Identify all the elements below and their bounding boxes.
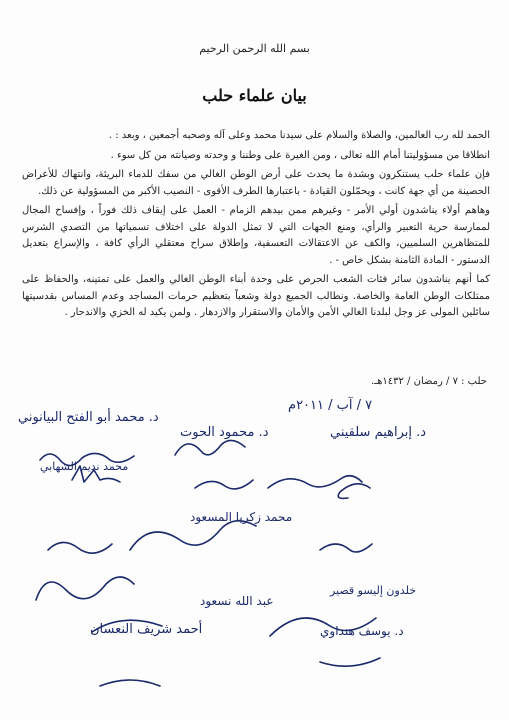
signature-4: محمد زكريا المسعود [190,510,293,524]
paragraph-appeal: كما أنهم يناشدون سائر فئات الشعب الحرص على وحدة أبناء الوطن الغالي والعمل على تمتينه، والحفاظ على ممتلكات الوطن العامة والخاصة. ونطالب الجميع دولة وشعباً بتعظيم حرمات المساجد وعدم المساس بقدسيتها سائلين المولى عز وجل لبلدنا الغالي الأمن والأمان والاستقرار والازدهار . ولمن يكيد له الخزي والاندحار . [22,274,490,318]
handwritten-date: ٧ / آب / ٢٠١١م [288,398,373,413]
signature-2: د. إبراهيم سلقيني [330,425,427,440]
paragraph-demands: وهاهم أولاء يناشدون أولي الأمر - وغيرهم ممن بيدهم الزمام - العمل على إيقاف ذلك فوراً ، وإفساح المجال لممارسة حرية التعبير والرأي، ومنع الجهات التي لا تمثل الدولة على اختلاف تسمياتها من التصدي الشرس للمتظاهرين السلميين، والكف عن الاعتقالات التعسفية، وإطلاق سراح معتقلي الرأي كافة ، والإسراع بتعديل الدستور - المادة الثامنة بشكل خاص - . [22,205,491,266]
printed-date: حلب : ٧ / رمضان / ١٤٣٢هـ. [371,376,487,387]
signature-scribbles [0,400,509,720]
paragraph-responsibility: انطلاقا من مسؤوليتنا أمام الله تعالى ، ومن الغيرة على وطننا و وحدته وصيانته من كل سوء . [110,149,490,161]
document-title: بيان علماء حلب [202,86,307,105]
signature-scribble-8 [130,521,256,550]
signature-scribble-14 [100,680,160,686]
signature-7: عبد الله نسعود [200,594,274,608]
signature-8: أحمد شريف النعسان [90,622,203,637]
statement-body [22,128,490,325]
basmala: بسم الله الرحمن الرحيم [199,42,310,55]
signature-scribble-4 [195,480,253,489]
paragraph-condemnation: فإن علماء حلب يستنكرون وبشدة ما يحدث على أرض الوطن الغالي من سفك للدماء البريئة، وانتهاك للأعراض الحصينة من أي جهة كانت ، ويحمّلون القيادة - باعتبارها الطرف الأقوى - النصيب الأكبر من المسؤولية عن ذلك. [22,169,490,197]
signature-scribble-13 [320,658,380,666]
signature-3: محمد نديم الشهابي [40,460,129,473]
signature-6: خلدون إليسو قصير [330,584,417,597]
signature-scribble-7 [48,542,112,553]
signature-5: د. محمود الحوت [180,425,269,440]
signature-1: د. محمد أبو الفتح البيانوني [18,410,159,425]
signature-9: د. يوسف هنداوي [320,624,404,638]
signature-scribble-6 [338,484,370,499]
paragraph-opening: الحمد لله رب العالمين، والصلاة والسلام على سيدنا محمد وعلى آله وصحبه أجمعين ، وبعد : . [108,130,490,141]
signature-scribble-9 [36,577,134,600]
signature-scribble-11 [320,544,372,552]
signature-scribble-3 [175,440,245,455]
